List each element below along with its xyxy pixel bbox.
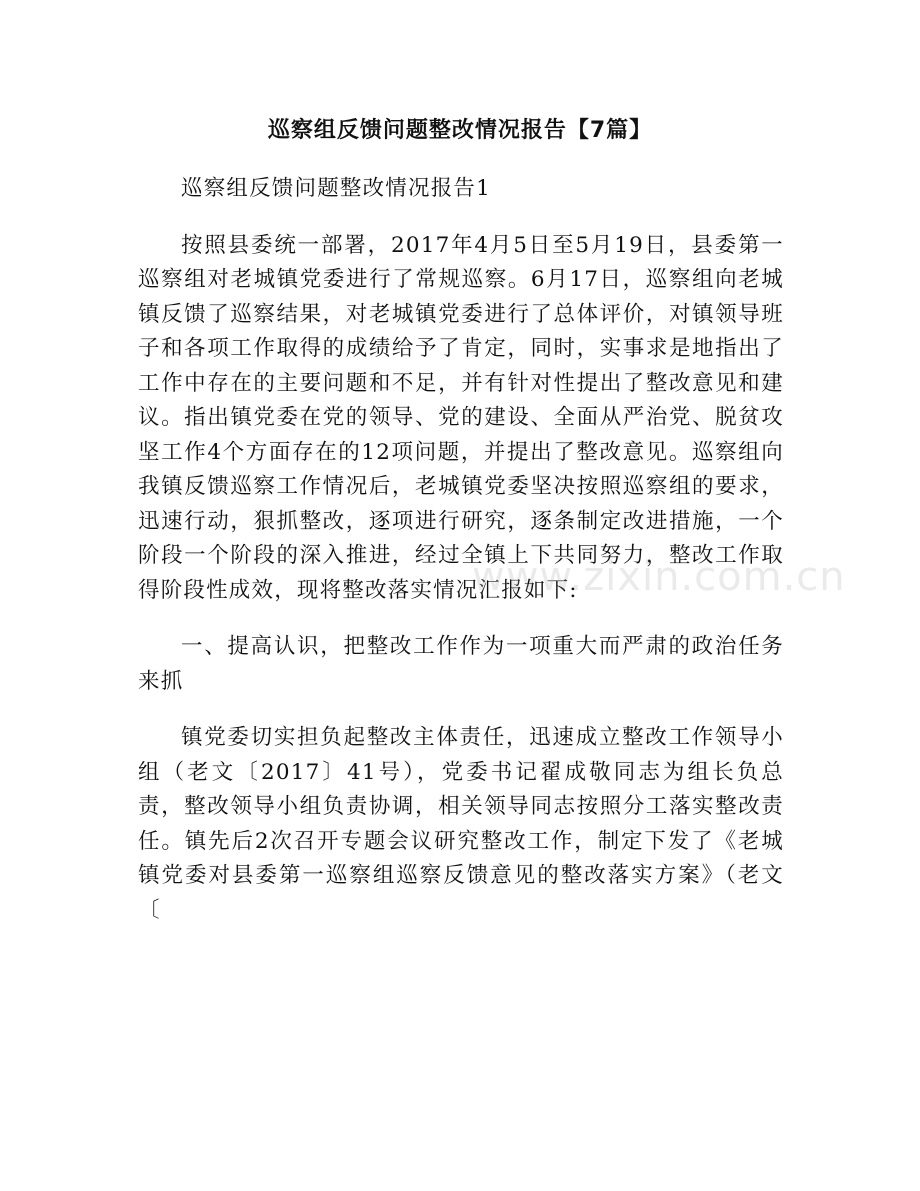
watermark: www.zixin.com.cn	[472, 554, 846, 600]
paragraph-section-1: 镇党委切实担负起整改主体责任，迅速成立整改工作领导小组（老文〔2017〕41号），党委书记翟成敬同志为组长负总责，整改领导小组负责协调，相关领导同志按照分工落实整改责任。镇先后2次召开专题会议研究整改工作，制定下发了《老城镇党委对县委第一巡察组巡察反馈意见的整改落实方案》（老文〔	[138, 725, 784, 923]
section-subtitle: 巡察组反馈问题整改情况报告1	[181, 176, 491, 201]
section-heading-1: 一、提高认识，把整改工作作为一项重大而严肃的政治任务来抓	[138, 634, 784, 694]
document-title: 巡察组反馈问题整改情况报告【7篇】	[267, 118, 653, 143]
paragraph-intro: 按照县委统一部署，2017年4月5日至5月19日，县委第一巡察组对老城镇党委进行了常规巡察。6月17日，巡察组向老城镇反馈了巡察结果，对老城镇党委进行了总体评价，对镇领导班子和各项工作取得的成绩给予了肯定，同时，实事求是地指出了工作中存在的主要问题和不足，并有针对性提出了整改意见和建议。指出镇党委在党的领导、党的建设、全面从严治党、脱贫攻坚工作4个方面存在的12项问题，并提出了整改意见。巡察组向我镇反馈巡察工作情况后，老城镇党委坚决按照巡察组的要求，迅速行动，狠抓整改，逐项进行研究，逐条制定改进措施，一个阶段一个阶段的深入推进，经过全镇上下共同努力，整改工作取得阶段性成效，现将整改落实情况汇报如下:	[138, 232, 784, 603]
document-body	[138, 172, 784, 950]
